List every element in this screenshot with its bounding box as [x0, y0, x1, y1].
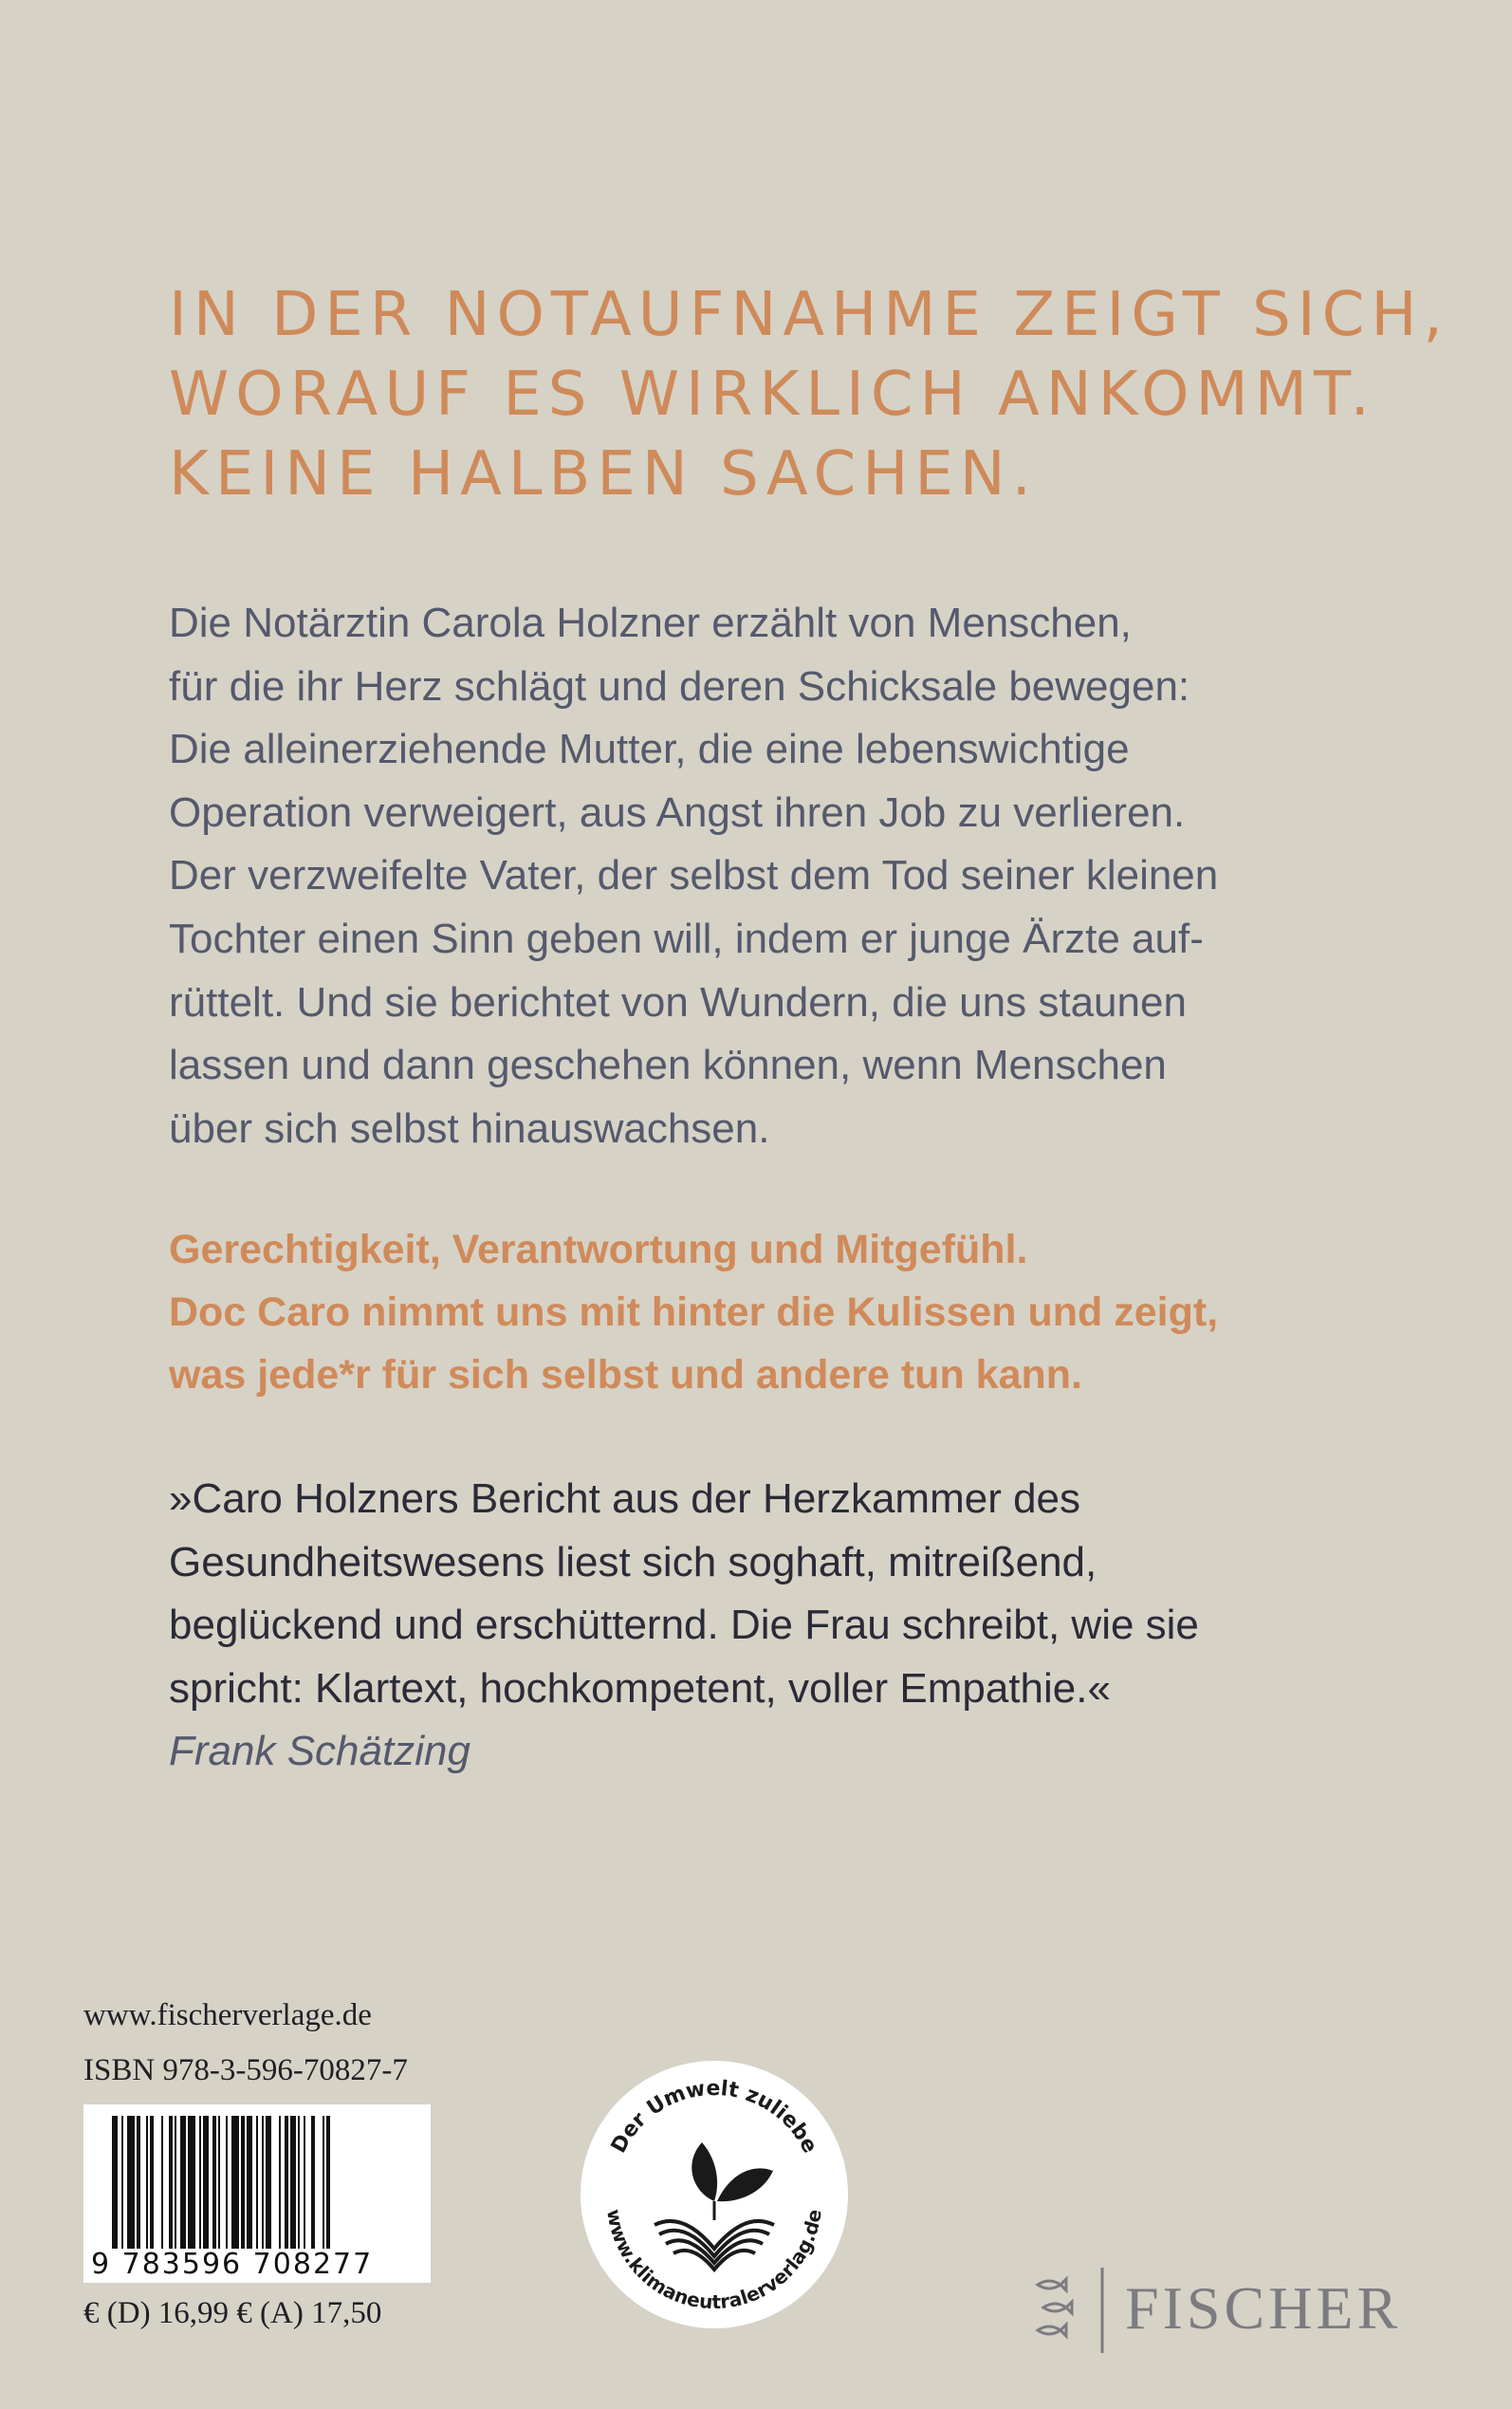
barcode-bar: [311, 2116, 315, 2249]
barcode-bar: [112, 2116, 118, 2249]
barcode-bar: [218, 2116, 220, 2249]
blurb-line: rüttelt. Und sie berichtet von Wundern, die uns staunen: [169, 978, 1187, 1026]
headline: [169, 275, 1449, 514]
blurb-line: Tochter einen Sinn geben will, indem er junge Ärzte auf-: [169, 915, 1204, 962]
quote-line: beglückend und erschütternd. Die Frau schreibt, wie sie: [169, 1602, 1199, 1648]
barcode-bar: [247, 2116, 252, 2249]
badge-top-text: Der Umwelt zuliebe: [606, 2076, 822, 2158]
barcode-bar: [127, 2116, 135, 2249]
quote-line: spricht: Klartext, hochkompetent, voller Empathie.«: [169, 1664, 1111, 1712]
headline-line: WORAUF ES WIRKLICH ANKOMMT.: [169, 360, 1376, 430]
publisher-logo: [1026, 2268, 1434, 2353]
blurb-line: Die Notärztin Carola Holzner erzählt von Menschen,: [169, 600, 1132, 646]
publisher-url: www.fischerverlage.de: [83, 1998, 372, 2032]
barcode-bar: [146, 2116, 148, 2249]
blurb-line: lassen und dann geschehen können, wenn Menschen: [169, 1042, 1167, 1089]
barcode-bar: [256, 2116, 258, 2249]
barcode-bar: [199, 2116, 201, 2249]
barcode-bar: [326, 2116, 330, 2249]
review-quote: [169, 1468, 1355, 1784]
isbn-barcode: [83, 2104, 431, 2283]
barcode-bar: [298, 2116, 300, 2249]
highlight-paragraph: [169, 1218, 1355, 1406]
highlight-line: was jede*r für sich selbst und andere tun kann.: [169, 1352, 1082, 1398]
barcode-bar: [290, 2116, 296, 2249]
barcode-bar: [137, 2116, 140, 2249]
highlight-line: Doc Caro nimmt uns mit hinter die Kulissen und zeigt,: [169, 1289, 1219, 1335]
barcode-bar: [121, 2116, 123, 2249]
barcode-bar: [231, 2116, 239, 2249]
fischer-fish-logo-icon: [1026, 2268, 1117, 2353]
price: € (D) 16,99 € (A) 17,50: [83, 2296, 382, 2330]
blurb-line: Der verzweifelte Vater, der selbst dem Tod seiner kleinen: [169, 852, 1219, 899]
barcode-bar: [180, 2116, 186, 2249]
barcode-bar: [169, 2116, 173, 2249]
blurb-line: Die alleinerziehende Mutter, die eine lebenswichtige: [169, 726, 1130, 773]
barcode-bar: [241, 2116, 245, 2249]
barcode-bar: [279, 2116, 281, 2249]
barcode-bar: [188, 2116, 195, 2249]
publisher-name: FISCHER: [1125, 2274, 1402, 2342]
blurb-line: für die ihr Herz schlägt und deren Schicksale bewegen:: [169, 662, 1190, 710]
barcode-bar: [285, 2116, 288, 2249]
blurb-line: über sich selbst hinauswachsen.: [169, 1104, 770, 1152]
barcode-bar: [266, 2116, 271, 2249]
barcode-bar: [203, 2116, 209, 2249]
quote-line: »Caro Holzners Bericht aus der Herzkammer des: [169, 1475, 1081, 1522]
barcode-bar: [150, 2116, 154, 2249]
blurb-paragraph: [169, 592, 1355, 1160]
badge-bottom-text: www.klimaneutralerverlag.de: [602, 2207, 826, 2314]
barcode-bar: [262, 2116, 264, 2249]
barcode-bar: [323, 2116, 324, 2249]
highlight-line: Gerechtigkeit, Verantwortung und Mitgefühl.: [169, 1227, 1028, 1272]
barcode-digits: 9 783596 708277: [91, 2248, 374, 2281]
quote-author: Frank Schätzing: [169, 1728, 470, 1774]
barcode-bar: [226, 2116, 228, 2249]
headline-line: KEINE HALBEN SACHEN.: [169, 439, 1038, 510]
blurb-line: Operation verweigert, aus Angst ihren Job zu verlieren.: [169, 788, 1186, 836]
eco-badge: [579, 2059, 850, 2330]
barcode-bar: [175, 2116, 176, 2249]
barcode-bar: [304, 2116, 305, 2249]
headline-line: IN DER NOTAUFNAHME ZEIGT SICH,: [169, 280, 1449, 350]
isbn: ISBN 978-3-596-70827-7: [83, 2053, 408, 2087]
barcode-bar: [212, 2116, 216, 2249]
quote-line: Gesundheitswesens liest sich soghaft, mitreißend,: [169, 1538, 1097, 1585]
barcode-bar: [161, 2116, 163, 2249]
